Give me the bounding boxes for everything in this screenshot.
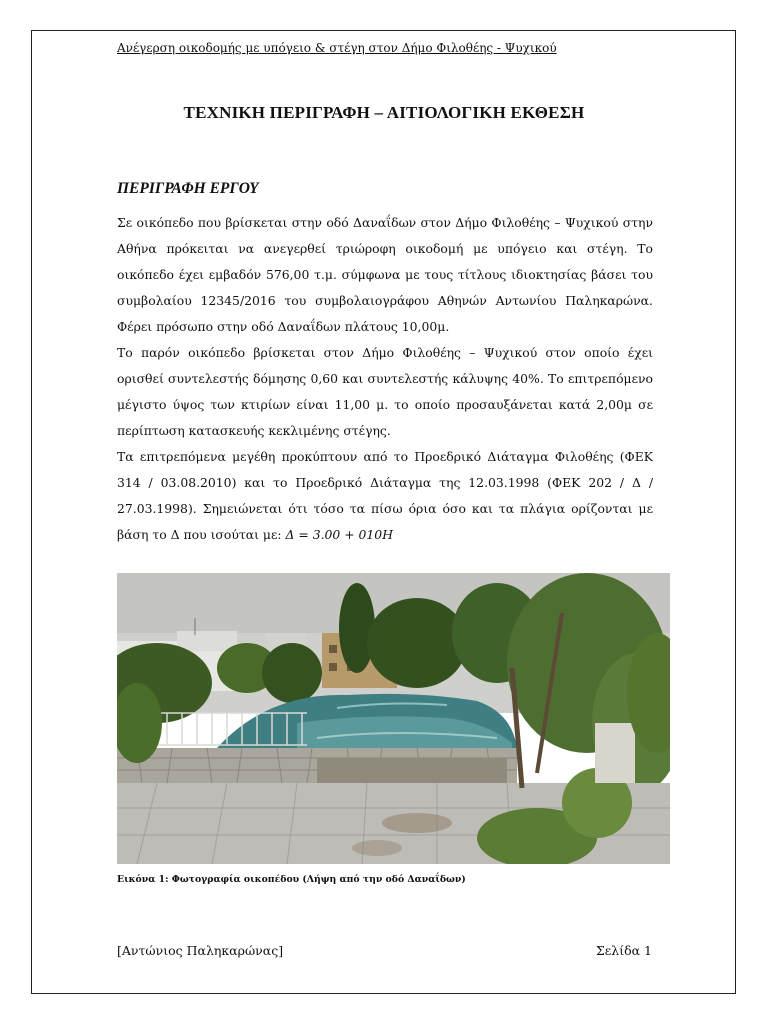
formula: Δ = 3.00 + 010Η <box>285 527 393 542</box>
body-text <box>117 210 653 548</box>
document-title: ΤΕΧΝΙΚΗ ΠΕΡΙΓΡΑΦΗ – ΑΙΤΙΟΛΟΓΙΚΗ ΕΚΘΕΣΗ <box>183 103 585 122</box>
footer-page-number: Σελίδα 1 <box>595 943 652 958</box>
paragraph-2: Το παρόν οικόπεδο βρίσκεται στον Δήμο Φιλοθέης – Ψυχικού στον οποίο έχει ορισθεί συντελεστής δόμησης 0,60 και συντελεστής κάλυψης 40%. Το επιτρεπόμενο μέγιστο ύψος των κτιρίων είναι 11,00 μ. το οποίο προσαυξάνεται κατά 2,00μ σε περίπτωση κατασκευής κεκλιμένης στέγης. <box>117 345 653 438</box>
paragraph-3 <box>117 444 653 548</box>
paragraph-1: Σε οικόπεδο που βρίσκεται στην οδό Δαναΐδων στον Δήμο Φιλοθέης – Ψυχικού στην Αθήνα πρόκειται να ανεγερθεί τριώροφη οικοδομή με υπόγειο και στέγη. Το οικόπεδο έχει εμβαδόν 576,00 τ.μ. σύμφωνα με τους τίτλους ιδιοκτησίας βάσει του συμβολαίου 12345/2016 του συμβολαιογράφου Αθηνών Αντωνίου Παληκαρώνα. Φέρει πρόσωπο στην οδό Δαναΐδων πλάτους 10,00μ. <box>117 215 653 334</box>
site-photo <box>117 573 670 864</box>
figure-caption: Εικόνα 1: Φωτογραφία οικοπέδου (Λήψη από την οδό Δαναΐδων) <box>117 874 466 885</box>
footer-author: [Αντώνιος Παληκαρώνας] <box>117 943 284 958</box>
paragraph-3-text: Τα επιτρεπόμενα μεγέθη προκύπτουν από το Προεδρικό Διάταγμα Φιλοθέης (ΦΕΚ 314 / 03.08.2010) και το Προεδρικό Διάταγμα της 12.03.1998 (ΦΕΚ 202 / Δ / 27.03.1998). Σημειώνεται ότι τόσο τα πίσω όρια όσο και τα πλάγια ορίζονται με βάση το Δ που ισούται με: <box>117 449 653 542</box>
running-header: Ανέγερση οικοδομής με υπόγειο & στέγη στον Δήμο Φιλοθέης - Ψυχικού <box>117 41 557 55</box>
section-heading: ΠΕΡΙΓΡΑΦΗ ΕΡΓΟΥ <box>117 180 259 197</box>
